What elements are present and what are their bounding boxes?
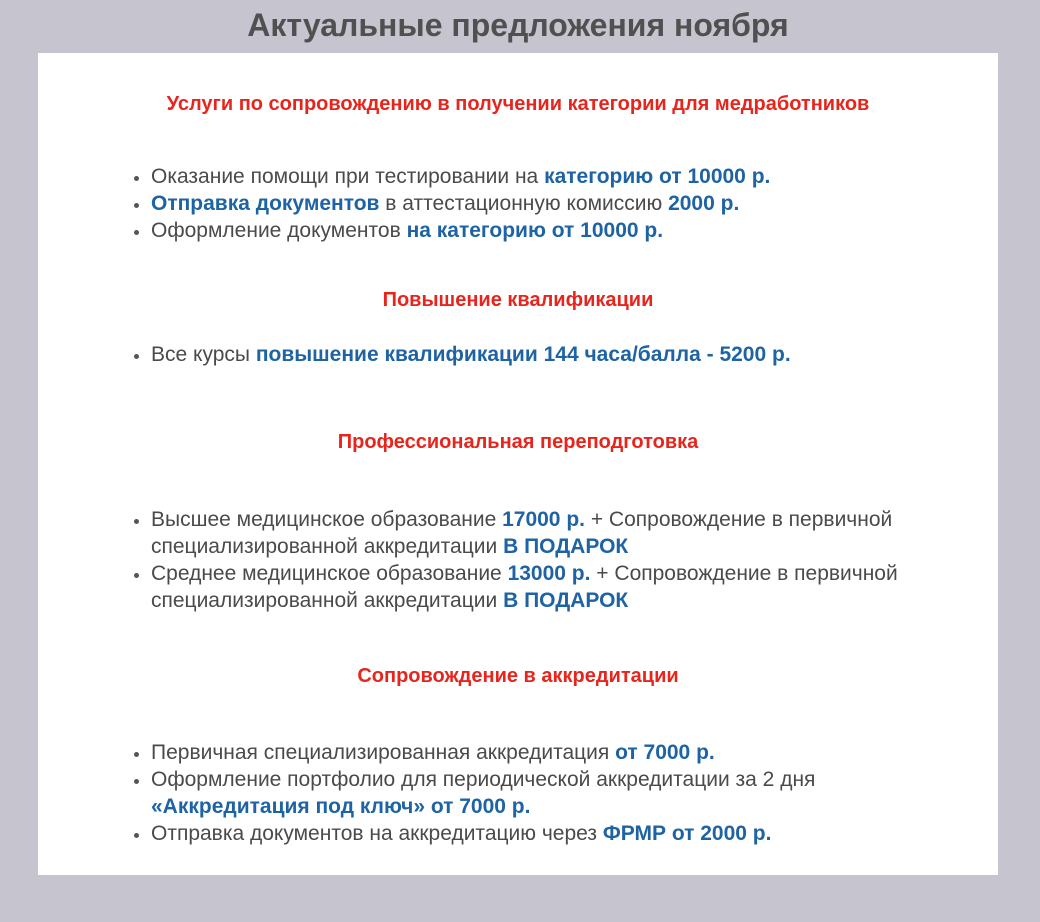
list-item: Оказание помощи при тестировании на категорию от 10000 р.	[151, 163, 971, 190]
list-retraining	[151, 506, 971, 614]
offers-card	[38, 53, 998, 875]
section-title-retraining: Профессиональная переподготовка	[337, 431, 699, 453]
list-item: Оформление портфолио для периодической аккредитации за 2 дня «Аккредитация под ключ» от 7000 р.	[151, 766, 971, 820]
page-title: Актуальные предложения ноября	[247, 7, 789, 43]
list-item: Оформление документов на категорию от 10000 р.	[151, 217, 971, 244]
section-title-qualification: Повышение квалификации	[382, 289, 654, 311]
section-title-accreditation: Сопровождение в аккредитации	[357, 665, 679, 687]
section-title-category: Услуги по сопровождению в получении категории для медработников	[166, 93, 870, 115]
list-qualification	[151, 341, 971, 368]
list-category-services	[151, 163, 971, 244]
list-item: Среднее медицинское образование 13000 р. + Сопровождение в первичной специализированной аккредитации В ПОДАРОК	[151, 560, 971, 614]
list-item: Высшее медицинское образование 17000 р. + Сопровождение в первичной специализированной аккредитации В ПОДАРОК	[151, 506, 971, 560]
list-item: Все курсы повышение квалификации 144 часа/балла - 5200 р.	[151, 341, 971, 368]
list-accreditation	[151, 739, 971, 847]
list-item: Отправка документов в аттестационную комиссию 2000 р.	[151, 190, 971, 217]
list-item: Первичная специализированная аккредитация от 7000 р.	[151, 739, 971, 766]
list-item: Отправка документов на аккредитацию через ФРМР от 2000 р.	[151, 820, 971, 847]
